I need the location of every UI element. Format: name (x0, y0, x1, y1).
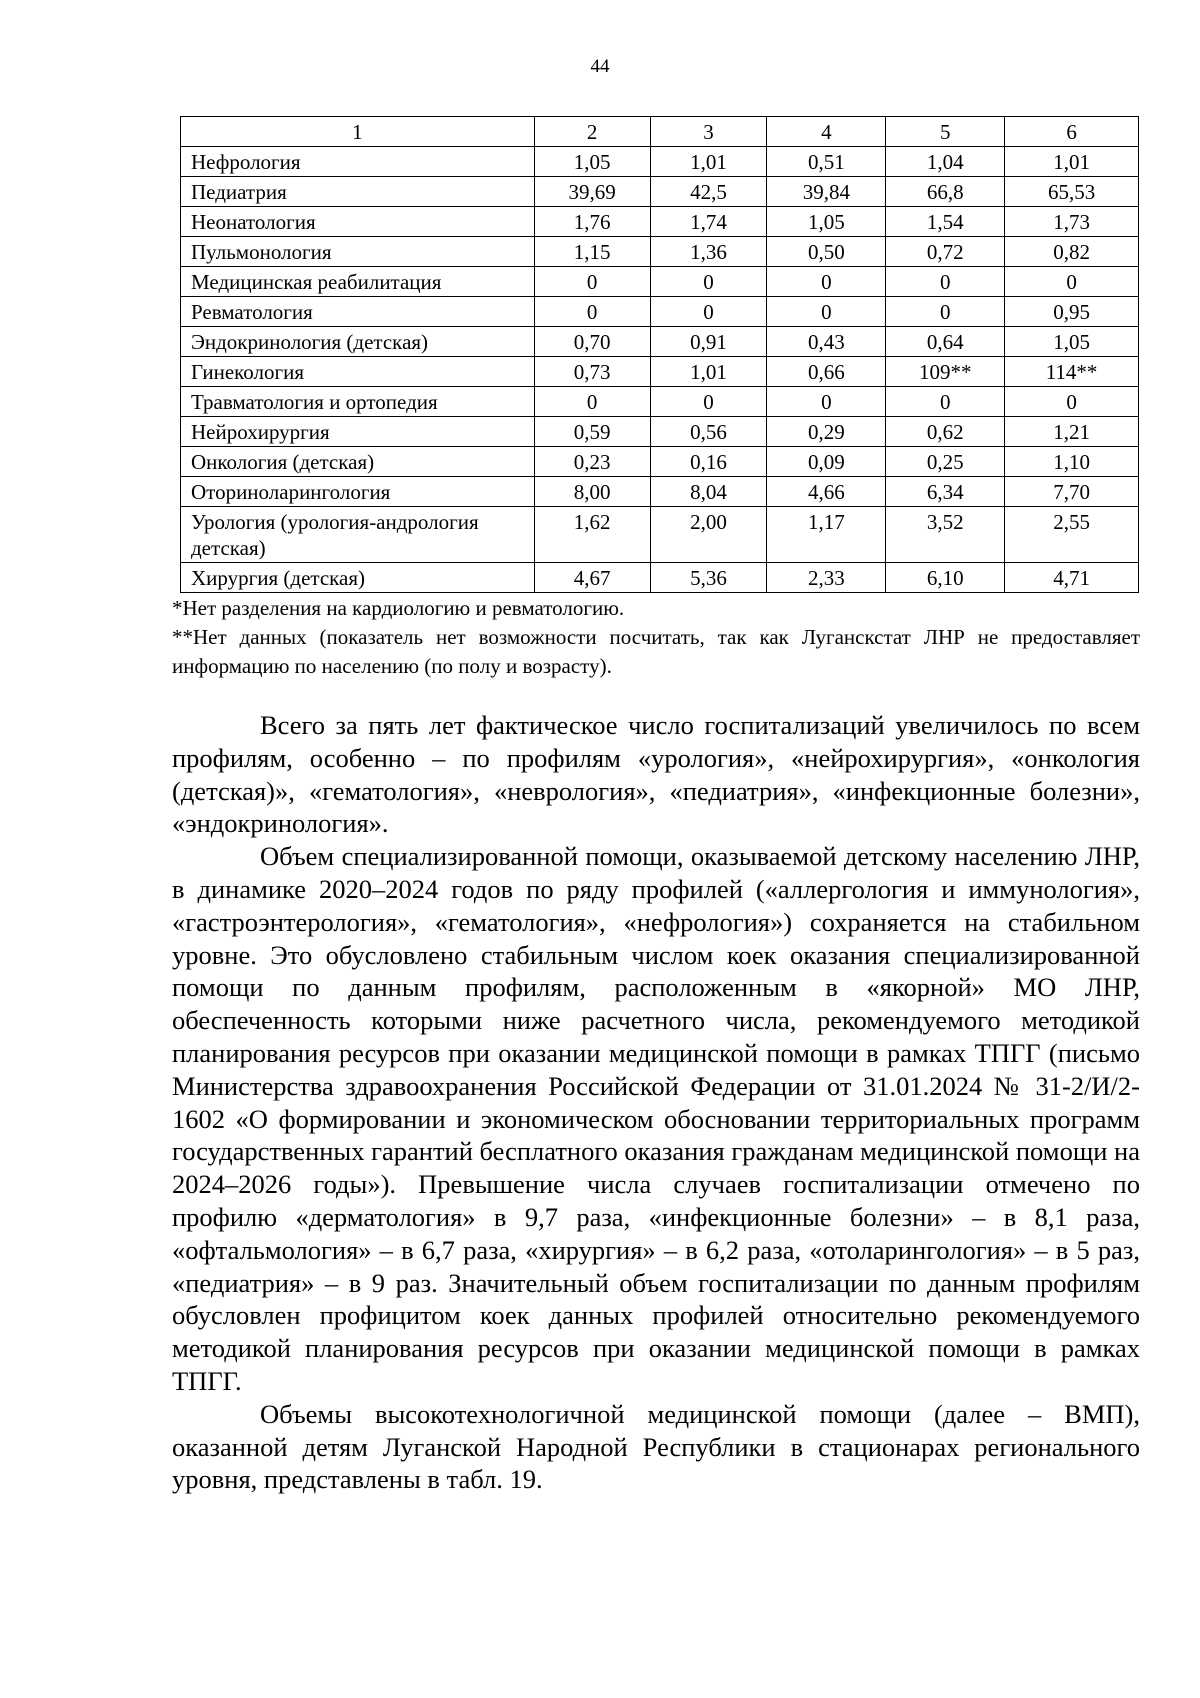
profile-name-cell: Педиатрия (181, 177, 535, 207)
value-cell: 1,01 (650, 357, 767, 387)
value-cell: 0 (534, 297, 650, 327)
value-cell: 1,05 (767, 207, 886, 237)
value-cell: 0,09 (767, 447, 886, 477)
table-row (181, 417, 1139, 447)
value-cell: 1,21 (1005, 417, 1139, 447)
value-cell: 4,71 (1005, 563, 1139, 593)
table-row (181, 387, 1139, 417)
value-cell: 0 (650, 387, 767, 417)
value-cell: 1,04 (886, 147, 1005, 177)
value-cell: 1,73 (1005, 207, 1139, 237)
value-cell: 65,53 (1005, 177, 1139, 207)
value-cell: 0 (1005, 387, 1139, 417)
table-row (181, 563, 1139, 593)
paragraph: Всего за пять лет фактическое число госпитализаций увеличилось по всем профилям, особенно – по профилям «урология», «нейрохирургия», «онкология (детская)», «гематология», «неврология», «педиатрия», «инфекционные болезни», «эндокринология». (172, 710, 1140, 839)
value-cell: 0,50 (767, 237, 886, 267)
value-cell: 0 (767, 297, 886, 327)
footnote-2: **Нет данных (показатель нет возможности посчитать, так как Луганскстат ЛНР не предоставляет информацию по населению (по полу и возрасту). (172, 625, 1140, 678)
value-cell: 0,51 (767, 147, 886, 177)
profile-name-cell: Оториноларингология (181, 477, 535, 507)
table-row (181, 147, 1139, 177)
header-cell: 1 (181, 117, 535, 147)
value-cell: 5,36 (650, 563, 767, 593)
value-cell: 42,5 (650, 177, 767, 207)
header-cell: 4 (767, 117, 886, 147)
value-cell: 1,01 (1005, 147, 1139, 177)
table-row (181, 177, 1139, 207)
profile-name-cell: Травматология и ортопедия (181, 387, 535, 417)
table-header-row (181, 117, 1139, 147)
value-cell: 0,91 (650, 327, 767, 357)
table-row (181, 267, 1139, 297)
header-cell: 2 (534, 117, 650, 147)
value-cell: 2,55 (1005, 507, 1139, 563)
value-cell: 1,74 (650, 207, 767, 237)
profile-name-cell: Гинекология (181, 357, 535, 387)
value-cell: 0,29 (767, 417, 886, 447)
table-row (181, 507, 1139, 563)
value-cell: 0,70 (534, 327, 650, 357)
value-cell: 0 (886, 297, 1005, 327)
profile-name-cell: Хирургия (детская) (181, 563, 535, 593)
hospitalization-table (180, 116, 1139, 593)
profile-name-cell: Онкология (детская) (181, 447, 535, 477)
value-cell: 0,82 (1005, 237, 1139, 267)
value-cell: 0,25 (886, 447, 1005, 477)
profile-name-cell: Пульмонология (181, 237, 535, 267)
paragraph: Объем специализированной помощи, оказываемой детскому населению ЛНР, в динамике 2020–2024 годов по ряду профилей («аллергология и иммунология», «гастроэнтерология», «гематология», «нефрология») сохраняется на стабильном уровне. Это обусловлено стабильным числом коек оказания специализированной помощи по данным профилям, расположенным в «якорной» МО ЛНР, обеспеченность которыми ниже расчетного числа, рекомендуемого методикой планирования ресурсов при оказании медицинской помощи в рамках ТПГГ (письмо Министерства здравоохранения Российской Федерации от 31.01.2024 № 31-2/И/2-1602 «О формировании и экономическом обосновании территориальных программ государственных гарантий бесплатного оказания гражданам медицинской помощи на 2024–2026 годы»). Превышение числа случаев госпитализации отмечено по профилю «дерматология» в 9,7 раза, «инфекционные болезни» – в 8,1 раза, «офтальмология» – в 6,7 раза, «хирургия» – в 6,2 раза, «отоларингология» – в 5 раз, «педиатрия» – в 9 раз. Значительный объем госпитализации по данным профилям обусловлен профицитом коек данных профилей относительно рекомендуемого методикой планирования ресурсов при оказании медицинской помощи в рамках ТПГГ. (172, 841, 1140, 1396)
header-cell: 6 (1005, 117, 1139, 147)
value-cell: 0 (650, 267, 767, 297)
value-cell: 1,36 (650, 237, 767, 267)
value-cell: 1,17 (767, 507, 886, 563)
value-cell: 2,00 (650, 507, 767, 563)
value-cell: 114** (1005, 357, 1139, 387)
value-cell: 0,64 (886, 327, 1005, 357)
value-cell: 1,76 (534, 207, 650, 237)
footnote-1: *Нет разделения на кардиологию и ревматологию. (172, 596, 625, 620)
page-number: 44 (590, 56, 610, 77)
profile-name-cell: Ревматология (181, 297, 535, 327)
table-row (181, 447, 1139, 477)
header-cell: 3 (650, 117, 767, 147)
value-cell: 6,34 (886, 477, 1005, 507)
value-cell: 4,66 (767, 477, 886, 507)
value-cell: 1,05 (1005, 327, 1139, 357)
value-cell: 0,95 (1005, 297, 1139, 327)
profile-name-cell: Урология (урология-андрология детская) (181, 507, 535, 563)
value-cell: 0,66 (767, 357, 886, 387)
value-cell: 6,10 (886, 563, 1005, 593)
profile-name-cell: Нейрохирургия (181, 417, 535, 447)
value-cell: 1,10 (1005, 447, 1139, 477)
value-cell: 39,69 (534, 177, 650, 207)
value-cell: 0,16 (650, 447, 767, 477)
value-cell: 0,62 (886, 417, 1005, 447)
value-cell: 0,59 (534, 417, 650, 447)
value-cell: 1,05 (534, 147, 650, 177)
table-row (181, 237, 1139, 267)
value-cell: 0 (886, 267, 1005, 297)
value-cell: 8,04 (650, 477, 767, 507)
value-cell: 1,01 (650, 147, 767, 177)
value-cell: 8,00 (534, 477, 650, 507)
table-row (181, 297, 1139, 327)
value-cell: 4,67 (534, 563, 650, 593)
paragraph: Объемы высокотехнологичной медицинской помощи (далее – ВМП), оказанной детям Луганской Народной Республики в стационарах регионального уровня, представлены в табл. 19. (172, 1398, 1140, 1495)
profile-name-cell: Эндокринология (детская) (181, 327, 535, 357)
value-cell: 0 (886, 387, 1005, 417)
value-cell: 39,84 (767, 177, 886, 207)
value-cell: 0 (767, 387, 886, 417)
value-cell: 109** (886, 357, 1005, 387)
table-row (181, 477, 1139, 507)
value-cell: 0 (534, 267, 650, 297)
value-cell: 0 (650, 297, 767, 327)
profile-name-cell: Медицинская реабилитация (181, 267, 535, 297)
value-cell: 2,33 (767, 563, 886, 593)
table-row (181, 327, 1139, 357)
value-cell: 0,23 (534, 447, 650, 477)
table-row (181, 357, 1139, 387)
table-row (181, 207, 1139, 237)
value-cell: 0 (534, 387, 650, 417)
value-cell: 3,52 (886, 507, 1005, 563)
value-cell: 1,62 (534, 507, 650, 563)
profile-name-cell: Нефрология (181, 147, 535, 177)
header-cell: 5 (886, 117, 1005, 147)
value-cell: 66,8 (886, 177, 1005, 207)
footnotes (172, 594, 1140, 681)
value-cell: 1,15 (534, 237, 650, 267)
value-cell: 7,70 (1005, 477, 1139, 507)
value-cell: 0,43 (767, 327, 886, 357)
value-cell: 0 (767, 267, 886, 297)
value-cell: 0,56 (650, 417, 767, 447)
profile-name-cell: Неонатология (181, 207, 535, 237)
value-cell: 0,73 (534, 357, 650, 387)
value-cell: 1,54 (886, 207, 1005, 237)
value-cell: 0 (1005, 267, 1139, 297)
value-cell: 0,72 (886, 237, 1005, 267)
body-text (172, 709, 1140, 1496)
